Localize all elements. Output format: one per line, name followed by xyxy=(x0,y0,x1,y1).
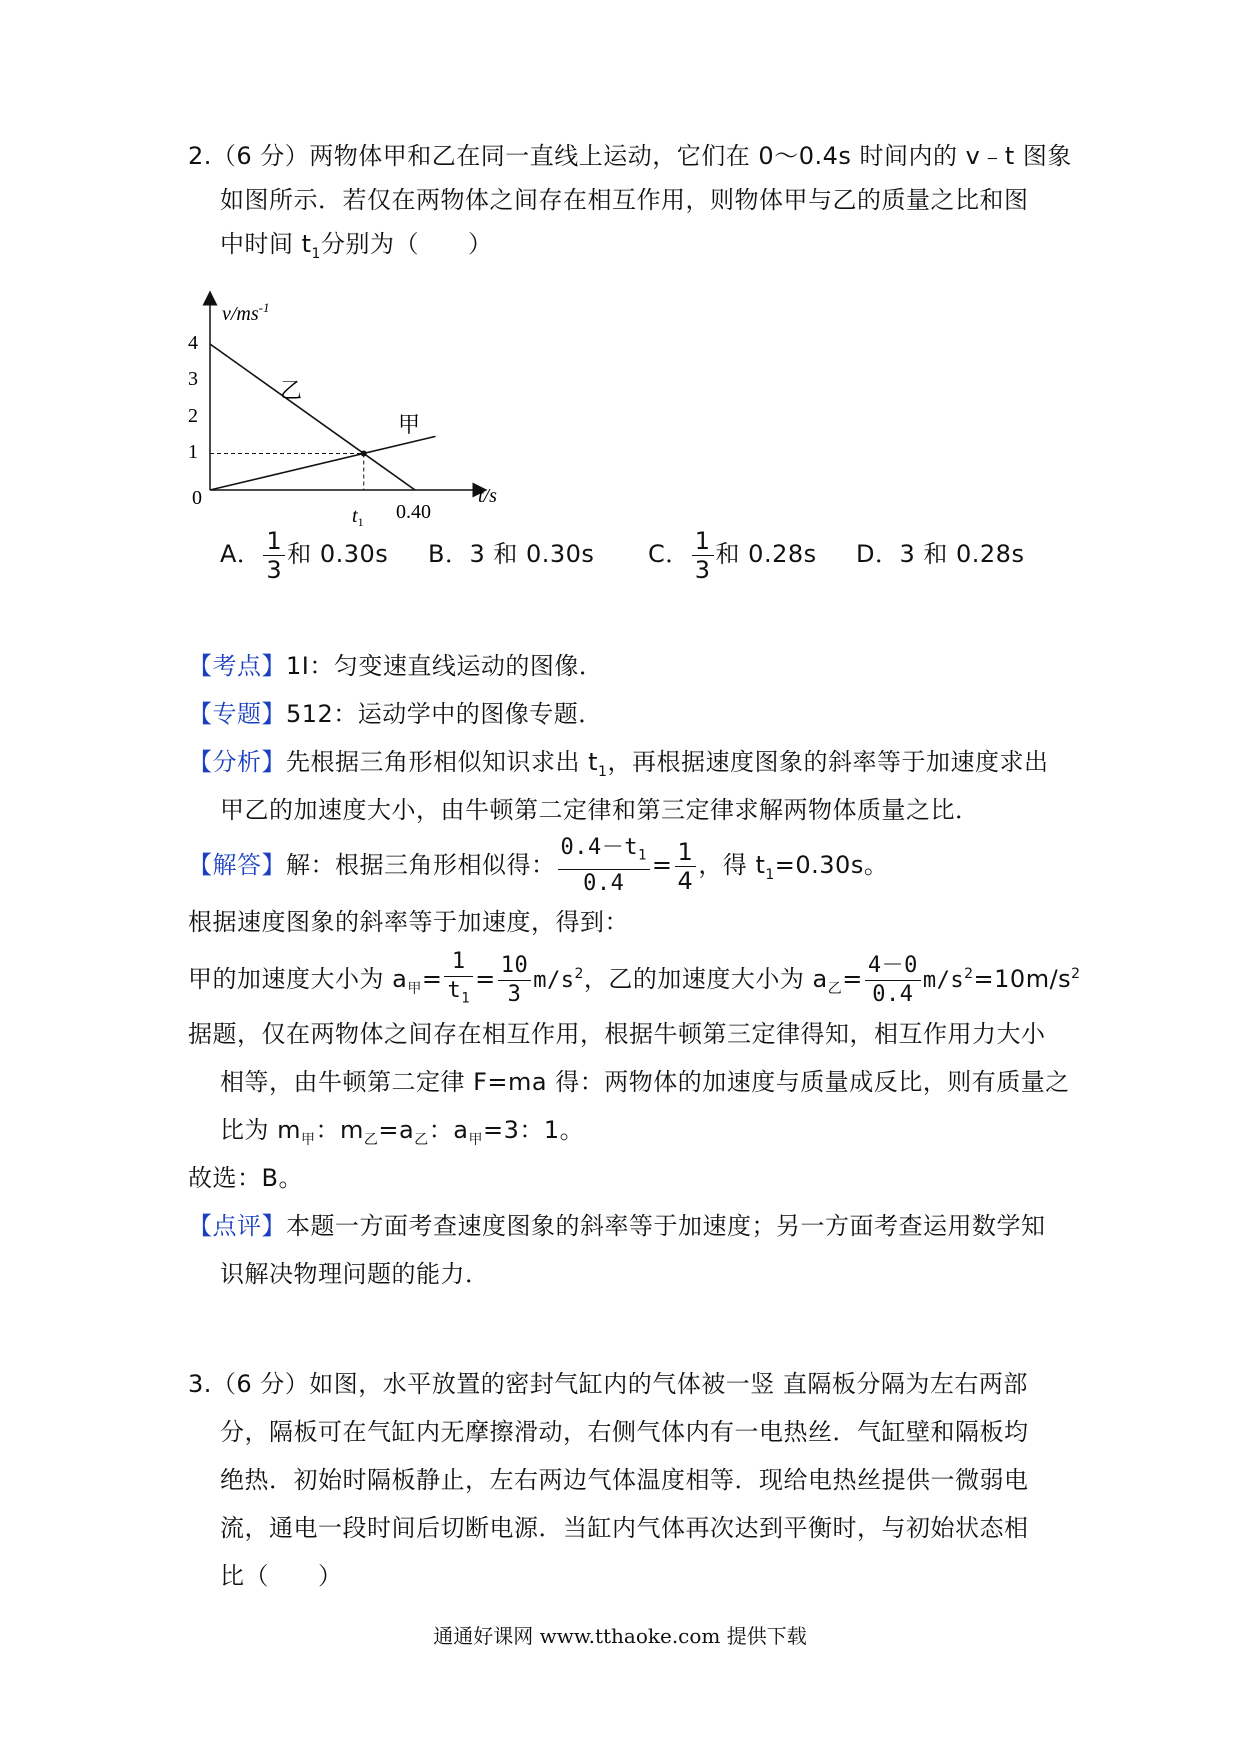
para-line2: 相等，由牛顿第二定律 F=ma 得：两物体的加速度与质量成反比，则有质量之 xyxy=(220,1068,1070,1096)
q3-line5: 比（ ） xyxy=(220,1562,343,1590)
dianping-line2: 识解决物理问题的能力． xyxy=(220,1260,490,1288)
series-line-jia xyxy=(210,436,436,490)
vt-graph xyxy=(180,290,540,530)
label-yi: 乙 xyxy=(280,378,303,403)
label-jia: 甲 xyxy=(398,412,421,437)
frac-c: $\frac{1}{3}$ xyxy=(692,527,714,584)
y-axis-label: $v/ms^{-1}$ xyxy=(222,300,270,325)
y-tick-0: 0 xyxy=(192,487,202,509)
dianping-line1: 【点评】本题一方面考查速度图象的斜率等于加速度；另一方面考查运用数学知 xyxy=(188,1212,1046,1240)
option-b: B．3 和 0.30s xyxy=(428,540,595,568)
y-tick-4: 4 xyxy=(188,332,198,354)
q3-line1: 3.（6 分）如图，水平放置的密封气缸内的气体被一竖 直隔板分隔为左右两部 xyxy=(188,1370,1028,1398)
acc-line: 甲的加速度大小为 $a_甲=$ $\frac{1}{t_1}$ = $\frac{10}{3}$ $m/s^2$，乙的加速度大小为 $a_乙=$ $\frac{4-0}{0.4}$ $m/s^2=10m/s^2$ xyxy=(188,942,1081,1021)
option-a: A． $\frac{1}{3}$ 和 0.30s xyxy=(220,526,389,584)
x-axis-label: t/s xyxy=(478,485,497,507)
y-tick-2: 2 xyxy=(188,405,198,427)
q3-line3: 绝热．初始时隔板静止，左右两边气体温度相等．现给电热丝提供一微弱电 xyxy=(220,1466,1029,1494)
para-line1: 据题，仅在两物体之间存在相互作用，根据牛顿第三定律得知，相互作用力大小 xyxy=(188,1020,1046,1048)
q2-stem-line1: 2.（6 分）两物体甲和乙在同一直线上运动，它们在 0～0.4s 时间内的 v﹣t 图象 xyxy=(188,142,1072,170)
fenxi-line1: 【分析】先根据三角形相似知识求出 $t_1$，再根据速度图象的斜率等于加速度求出 xyxy=(188,748,1049,780)
jieda-line: 【解答】解：根据三角形相似得： $\frac{0.4-t_1}{0.4}$ = $\frac{1}{4}$ ，得 $t_1=0.30s$。 xyxy=(188,835,889,897)
zhuanti: 【专题】512：运动学中的图像专题． xyxy=(188,700,603,728)
frac-acc-3: $\frac{4-0}{0.4}$ xyxy=(865,952,921,1009)
series-line-yi xyxy=(210,344,415,490)
intersection-point xyxy=(361,451,367,457)
x-tick-end: 0.40 xyxy=(396,501,431,523)
y-tick-1: 1 xyxy=(188,441,198,463)
frac-similar-right: $\frac{1}{4}$ xyxy=(675,838,697,895)
frac-a: $\frac{1}{3}$ xyxy=(263,527,285,584)
kaodian: 【考点】1I：匀变速直线运动的图像． xyxy=(188,652,604,680)
q2-stem-line2: 如图所示．若仅在两物体之间存在相互作用，则物体甲与乙的质量之比和图 xyxy=(220,186,1029,214)
footer: 通通好课网 www.tthaoke.com 提供下载 xyxy=(433,1624,807,1648)
y-tick-3: 3 xyxy=(188,368,198,390)
q3-line4: 流，通电一段时间后切断电源．当缸内气体再次达到平衡时，与初始状态相 xyxy=(220,1514,1029,1542)
q3-line2: 分，隔板可在气缸内无摩擦滑动，右侧气体内有一电热丝．气缸壁和隔板均 xyxy=(220,1418,1029,1446)
option-c: C． $\frac{1}{3}$ 和 0.28s xyxy=(648,526,817,584)
fenxi-line2: 甲乙的加速度大小，由牛顿第二定律和第三定律求解两物体质量之比． xyxy=(220,796,980,824)
frac-acc-2: $\frac{10}{3}$ xyxy=(498,952,532,1009)
ratio-line: 比为 $m_甲$：$m_乙=a_乙$：$a_甲=3$：1。 xyxy=(220,1116,585,1148)
answer-line: 故选：B。 xyxy=(188,1164,303,1192)
frac-acc-1: $\frac{1}{t_1}$ xyxy=(444,948,473,1012)
option-d: D．3 和 0.28s xyxy=(856,540,1025,568)
slope-line: 根据速度图象的斜率等于加速度，得到： xyxy=(188,908,629,936)
frac-similar-left: $\frac{0.4-t_1}{0.4}$ xyxy=(558,834,650,898)
q2-stem-line3: 中时间 $t_1$分别为（ ） xyxy=(220,230,493,262)
x-tick-t1: $t_1$ xyxy=(352,505,364,529)
